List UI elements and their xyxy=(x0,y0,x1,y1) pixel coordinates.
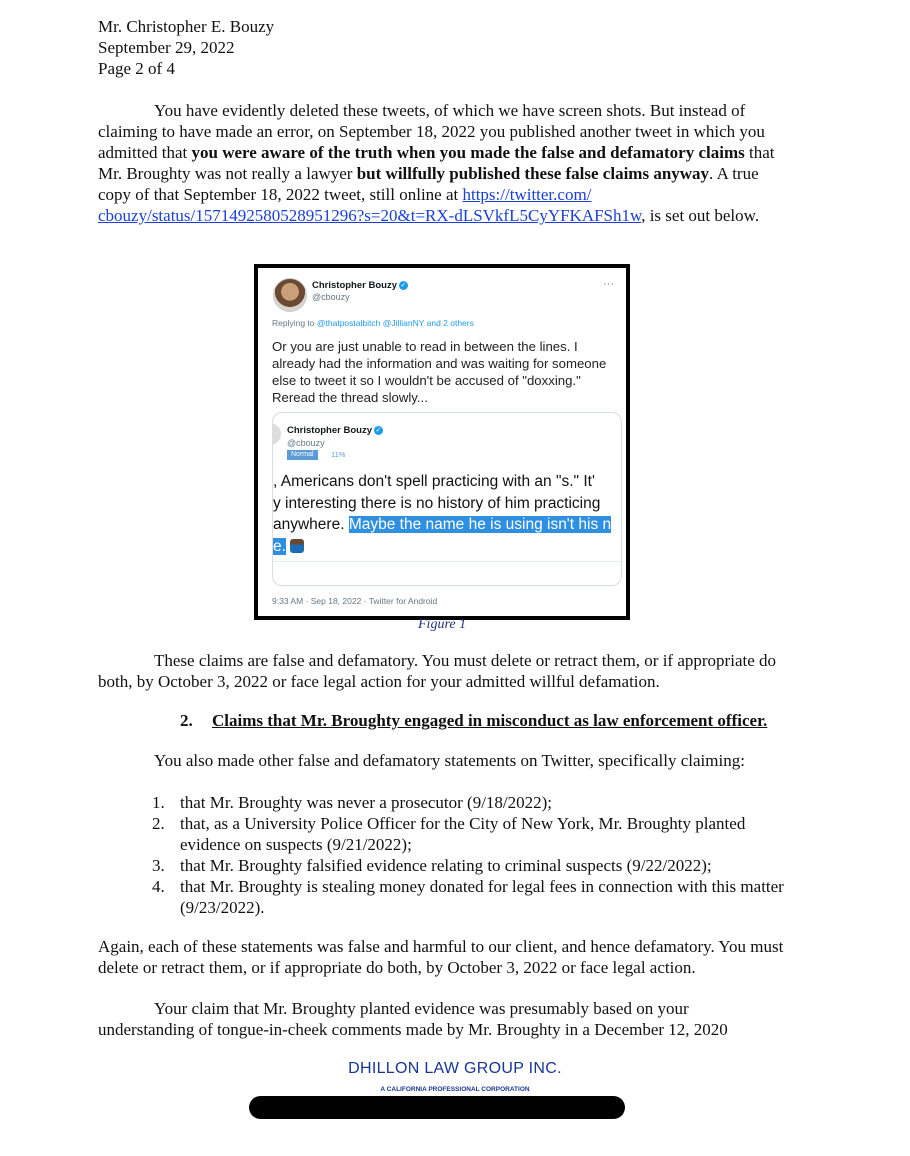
verified-icon: ✓ xyxy=(375,426,382,434)
paragraph-planted-evidence: Your claim that Mr. Broughty planted evidence was presumably based on your understanding of tongue-in-cheek comments made by Mr. Broughty in a December 12, 2020 xyxy=(98,999,728,1039)
tweet-screenshot xyxy=(254,264,630,620)
redaction-bar xyxy=(249,1096,625,1119)
tweet-text: Or you are just unable to read in between the lines. I already had the information and was waiting for someone else to tweet it so I wouldn't be accused of "doxxing." Reread the thread slowly... xyxy=(272,339,607,405)
paragraph-other-statements: You also made other false and defamatory statements on Twitter, specifically claiming: xyxy=(154,751,745,770)
verified-icon: ✓ xyxy=(400,281,407,289)
firm-subtitle: A CALIFORNIA PROFESSIONAL CORPORATION xyxy=(380,1086,530,1093)
person-emoji-icon xyxy=(290,539,304,553)
letter-header xyxy=(98,16,274,79)
list-item: 2. that, as a University Police Officer for the City of New York, Mr. Broughty planted evidence on suspects (9/21/2022); xyxy=(152,814,746,854)
quoted-tweet-text: , Americans don't spell practicing with an "s." It' y interesting there is no history of him practicing anywhere. Maybe the name he is using isn't his n e. xyxy=(273,473,612,555)
tweet-link[interactable]: https://twitter.com/ cbouzy/status/1571492580528951296?s=20&t=RX-dLSVkfL5CyYFKAFSh1w xyxy=(98,185,642,225)
quoted-author-name: Christopher Bouzy ✓ xyxy=(287,425,382,436)
quoted-avatar xyxy=(272,423,281,445)
page-number: Page 2 of 4 xyxy=(98,59,175,78)
status-percent: 11% xyxy=(331,450,346,459)
quoted-tweet xyxy=(272,412,622,586)
quoted-author-handle: @cbouzy xyxy=(287,438,325,448)
figure-caption: Figure 1 xyxy=(418,617,467,632)
recipient-name: Mr. Christopher E. Bouzy xyxy=(98,17,275,36)
section-heading: 2. Claims that Mr. Broughty engaged in misconduct as law enforcement officer. xyxy=(180,711,768,730)
divider xyxy=(273,561,621,562)
status-badge: Normal xyxy=(287,450,318,460)
list-item: 4. that Mr. Broughty is stealing money donated for legal fees in connection with this matter (9/23/2022). xyxy=(152,877,784,917)
list-item: 1. that Mr. Broughty was never a prosecutor (9/18/2022); xyxy=(152,793,553,812)
letter-date: September 29, 2022 xyxy=(98,38,235,57)
tweet-author-handle: @cbouzy xyxy=(312,292,350,302)
paragraph-deleted-tweets: You have evidently deleted these tweets, of which we have screen shots. But instead of claiming to have made an error, on September 18, 2022 you published another tweet in which you admitted that you were aware of the truth when you made the false and defamatory claims that Mr. Broughty was not really a lawyer but willfully published these false claims anyway. A true copy of that September 18, 2022 tweet, still online at https://twitter.com/ cbouzy/status/1571492580528951296?s=20&t=RX-dLSVkfL5CyYFKAFSh1w, is set out below. xyxy=(98,101,775,225)
firm-name: DHILLON LAW GROUP INC. xyxy=(348,1060,562,1077)
replying-to: Replying to @thatpostalbitch @JillianNY and 2 others xyxy=(272,318,474,328)
paragraph-again: Again, each of these statements was false and harmful to our client, and hence defamatory. You must delete or retract them, or if appropriate do both, by October 3, 2022 or face legal action. xyxy=(98,937,784,977)
tweet-timestamp: 9:33 AM · Sep 18, 2022 · Twitter for Android xyxy=(272,596,438,606)
avatar xyxy=(273,278,307,312)
tweet-author-name: Christopher Bouzy ✓ xyxy=(312,280,407,291)
paragraph-claims-false: These claims are false and defamatory. You must delete or retract them, or if appropriate do both, by October 3, 2022 or face legal action for your admitted willful defamation. xyxy=(98,651,777,691)
more-icon: ··· xyxy=(603,278,614,290)
list-item: 3. that Mr. Broughty falsified evidence relating to criminal suspects (9/22/2022); xyxy=(152,856,712,875)
